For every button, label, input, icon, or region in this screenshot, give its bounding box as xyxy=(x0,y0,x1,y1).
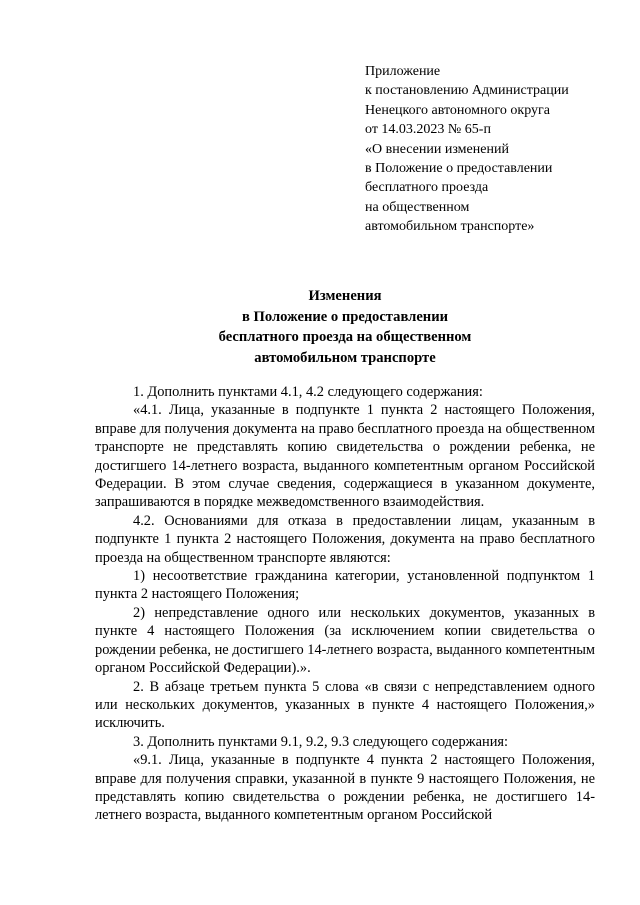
title-line: бесплатного проезда на общественном xyxy=(218,329,472,345)
paragraph: 1) несоответствие гражданина категории, установленной подпунктом 1 пункта 2 настоящего Положения; xyxy=(95,568,595,603)
document-title xyxy=(95,286,595,368)
title-line: Изменения xyxy=(308,288,382,304)
title-line: автомобильном транспорте xyxy=(254,349,436,366)
paragraph: «4.1. Лица, указанные в подпункте 1 пункта 2 настоящего Положения, вправе для получения документа на право бесплатного проезда на общественном транспорте не представлять копию свидетельства о рождении ребенка, не достигшего 14-летнего возраста, выданного компетентным органом Российской Федерации. В этом случае сведения, содержащиеся в указанном документе, запрашиваются в порядке межведомственного взаимодействия. xyxy=(95,402,595,511)
appendix-line: автомобильном транспорте» xyxy=(365,219,535,235)
paragraph: «9.1. Лица, указанные в подпункте 4 пункта 2 настоящего Положения, вправе для получения справки, указанной в пункте 9 настоящего Положения, не представлять копию свидетельства о рождении ребенка, не достигшего 14-летнего возраста, выданного компетентным органом Российской xyxy=(95,752,595,824)
appendix-line: Ненецкого автономного округа xyxy=(365,102,550,118)
paragraph: 3. Дополнить пунктами 9.1, 9.2, 9.3 следующего содержания: xyxy=(133,733,509,750)
paragraph: 2. В абзаце третьем пункта 5 слова «в связи с непредставлением одного или нескольких документов, указанных в пункте 4 настоящего Положения,» исключить. xyxy=(95,678,595,732)
appendix-line: в Положение о предоставлении xyxy=(365,161,553,177)
appendix-header xyxy=(365,62,630,237)
paragraph: 4.2. Основаниями для отказа в предоставлении лицам, указанным в подпункте 1 пункта 2 настоящего Положения, документа на право бесплатного проезда на общественном транспорте являются: xyxy=(95,512,595,566)
title-line: в Положение о предоставлении xyxy=(241,308,449,325)
appendix-line: на общественном xyxy=(365,199,470,215)
appendix-line: бесплатного проезда xyxy=(365,180,489,196)
appendix-line: к постановлению Администрации xyxy=(365,83,569,99)
paragraph: 2) непредставление одного или нескольких документов, указанных в пункте 4 настоящего Положения (за исключением копии свидетельства о рождении ребенка, не достигшего 14-летнего возраста, выданного компетентным органом Российской Федерации).». xyxy=(95,604,595,677)
document-body xyxy=(95,383,595,825)
paragraph: 1. Дополнить пунктами 4.1, 4.2 следующего содержания: xyxy=(133,384,483,400)
appendix-line: от 14.03.2023 № 65-п xyxy=(365,122,491,138)
appendix-line: «О внесении изменений xyxy=(365,141,509,157)
appendix-line: Приложение xyxy=(365,64,441,79)
